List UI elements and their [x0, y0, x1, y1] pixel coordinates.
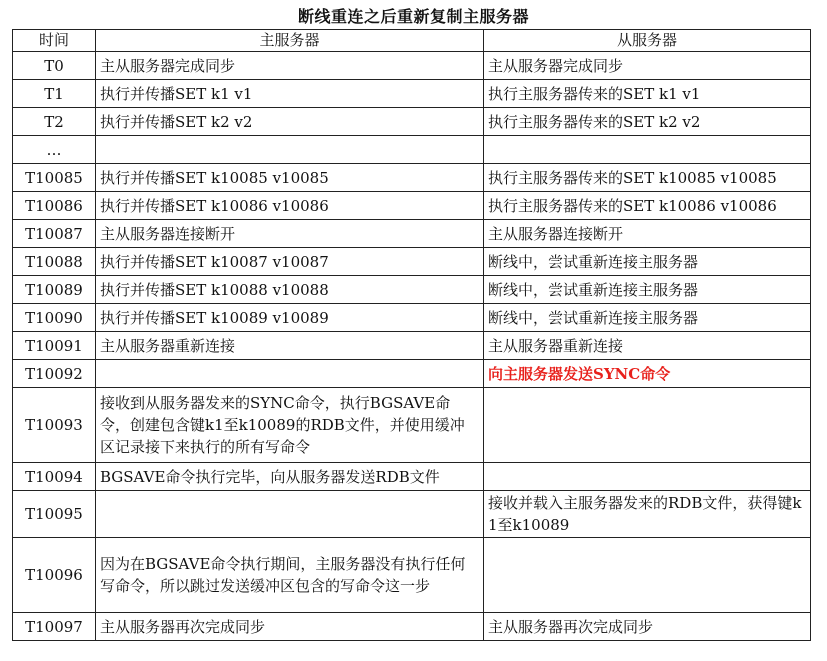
table-title: 断线重连之后重新复制主服务器 — [297, 7, 529, 26]
time-cell: T10090 — [13, 304, 96, 332]
table-row — [13, 276, 811, 304]
master-cell: BGSAVE命令执行完毕，向从服务器发送RDB文件 — [96, 463, 484, 491]
table-row — [13, 80, 811, 108]
table-row — [13, 248, 811, 276]
master-cell: 执行并传播SET k10089 v10089 — [96, 304, 484, 332]
slave-cell — [484, 388, 811, 463]
slave-cell: 主从服务器重新连接 — [484, 332, 811, 360]
master-cell: 主从服务器连接断开 — [96, 220, 484, 248]
master-cell: 主从服务器完成同步 — [96, 52, 484, 80]
table-row — [13, 613, 811, 641]
header-master: 主服务器 — [96, 30, 484, 52]
slave-cell: 断线中，尝试重新连接主服务器 — [484, 248, 811, 276]
time-cell: T10095 — [13, 491, 96, 538]
master-cell: 执行并传播SET k10087 v10087 — [96, 248, 484, 276]
replication-timeline-table — [12, 29, 811, 641]
master-cell: 执行并传播SET k10088 v10088 — [96, 276, 484, 304]
table-row — [13, 108, 811, 136]
slave-cell: 主从服务器连接断开 — [484, 220, 811, 248]
master-cell: 主从服务器再次完成同步 — [96, 613, 484, 641]
time-cell: T10094 — [13, 463, 96, 491]
slave-cell — [484, 538, 811, 613]
slave-cell-highlight: 向主服务器发送SYNC命令 — [484, 360, 811, 388]
time-cell: T10085 — [13, 164, 96, 192]
slave-cell: 执行主服务器传来的SET k2 v2 — [484, 108, 811, 136]
master-cell — [96, 360, 484, 388]
master-cell: 因为在BGSAVE命令执行期间，主服务器没有执行任何写命令，所以跳过发送缓冲区包含的写命令这一步 — [96, 538, 484, 613]
master-cell — [96, 491, 484, 538]
time-cell: T10087 — [13, 220, 96, 248]
time-cell: T0 — [13, 52, 96, 80]
slave-cell: 执行主服务器传来的SET k1 v1 — [484, 80, 811, 108]
time-cell: T10088 — [13, 248, 96, 276]
master-cell: 执行并传播SET k10085 v10085 — [96, 164, 484, 192]
slave-cell: 执行主服务器传来的SET k10085 v10085 — [484, 164, 811, 192]
master-cell: 执行并传播SET k1 v1 — [96, 80, 484, 108]
master-cell — [96, 136, 484, 164]
master-cell: 接收到从服务器发来的SYNC命令，执行BGSAVE命令，创建包含键k1至k10089的RDB文件，并使用缓冲区记录接下来执行的所有写命令 — [96, 388, 484, 463]
table-row — [13, 164, 811, 192]
slave-cell: 主从服务器再次完成同步 — [484, 613, 811, 641]
master-cell: 主从服务器重新连接 — [96, 332, 484, 360]
slave-cell — [484, 136, 811, 164]
time-cell: T10086 — [13, 192, 96, 220]
table-row — [13, 52, 811, 80]
slave-cell: 主从服务器完成同步 — [484, 52, 811, 80]
header-time: 时间 — [13, 30, 96, 52]
table-row — [13, 332, 811, 360]
time-cell: T10096 — [13, 538, 96, 613]
table-row — [13, 136, 811, 164]
table-row — [13, 491, 811, 538]
time-cell: T10091 — [13, 332, 96, 360]
time-cell: T10089 — [13, 276, 96, 304]
time-cell: … — [13, 136, 96, 164]
time-cell: T10097 — [13, 613, 96, 641]
time-cell: T10092 — [13, 360, 96, 388]
table-row — [13, 463, 811, 491]
table-row — [13, 304, 811, 332]
slave-cell — [484, 463, 811, 491]
slave-cell: 断线中，尝试重新连接主服务器 — [484, 304, 811, 332]
slave-cell: 断线中，尝试重新连接主服务器 — [484, 276, 811, 304]
table-row — [13, 538, 811, 613]
time-cell: T2 — [13, 108, 96, 136]
header-row — [13, 30, 811, 52]
time-cell: T1 — [13, 80, 96, 108]
table-row — [13, 192, 811, 220]
master-cell: 执行并传播SET k2 v2 — [96, 108, 484, 136]
header-slave: 从服务器 — [484, 30, 811, 52]
master-cell: 执行并传播SET k10086 v10086 — [96, 192, 484, 220]
table-row — [13, 388, 811, 463]
table-row — [13, 360, 811, 388]
slave-cell: 接收并载入主服务器发来的RDB文件，获得键k1至k10089 — [484, 491, 811, 538]
time-cell: T10093 — [13, 388, 96, 463]
table-row — [13, 220, 811, 248]
slave-cell: 执行主服务器传来的SET k10086 v10086 — [484, 192, 811, 220]
